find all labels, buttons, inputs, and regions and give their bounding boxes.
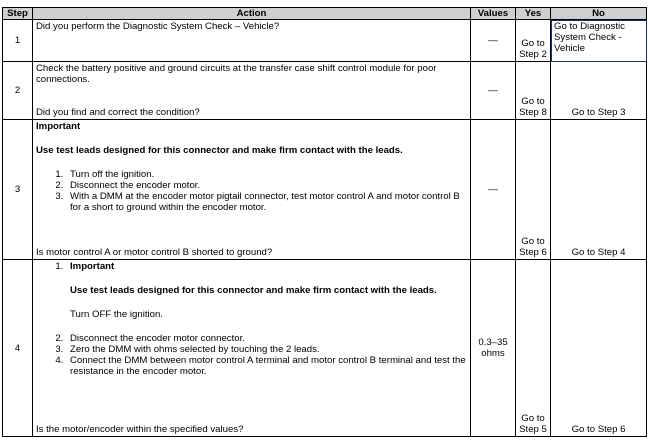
header-action: Action [33, 8, 471, 20]
yes-link[interactable]: Go to Step 6 [516, 120, 551, 260]
question-text: Did you find and correct the condition? [36, 107, 200, 118]
header-values: Values [471, 8, 516, 20]
header-yes: Yes [516, 8, 551, 20]
list-item: 3. Zero the DMM with ohms selected by touching the 2 leads. [66, 344, 467, 355]
table-row [3, 62, 647, 120]
action-text: Check the battery positive and ground circuits at the transfer case shift control module for poor connections. [36, 63, 437, 85]
yes-link[interactable]: Go to Step 8 [516, 62, 551, 120]
header-step: Step [3, 8, 33, 20]
instruction-list [36, 169, 467, 213]
header-row [3, 8, 647, 20]
instruction-list [36, 261, 467, 320]
important-text: Use test leads designed for this connector and make firm contact with the leads. [70, 285, 437, 296]
list-item: 2. Disconnect the encoder motor. [66, 180, 467, 191]
diagnostic-table [2, 7, 647, 437]
values-cell: 0.3–35 ohms [471, 260, 516, 437]
no-link[interactable]: Go to Step 4 [551, 120, 647, 260]
step-number: 2 [3, 62, 33, 120]
table-row [3, 120, 647, 260]
step-number: 1 [3, 20, 33, 62]
values-cell: — [471, 20, 516, 62]
list-item: 3. With a DMM at the encoder motor pigtail connector, test motor control A and motor control B for a short to ground within the encoder motor. [66, 191, 467, 213]
action-cell [33, 62, 471, 120]
important-label: Important [70, 261, 115, 272]
important-label: Important [36, 121, 81, 132]
no-link[interactable]: Go to Step 3 [551, 62, 647, 120]
values-cell: — [471, 62, 516, 120]
instruction-list [36, 333, 467, 377]
no-link[interactable]: Go to Diagnostic System Check - Vehicle [551, 20, 647, 62]
header-no: No [551, 8, 647, 20]
list-subtext: Turn OFF the ignition. [70, 309, 163, 320]
list-item [66, 261, 467, 320]
values-cell: — [471, 120, 516, 260]
table-row [3, 20, 647, 62]
step-number: 3 [3, 120, 33, 260]
action-cell [33, 260, 471, 437]
step-number: 4 [3, 260, 33, 437]
yes-link[interactable]: Go to Step 2 [516, 20, 551, 62]
question-text: Is motor control A or motor control B shorted to ground? [36, 247, 273, 258]
question-text: Is the motor/encoder within the specified values? [36, 424, 244, 435]
list-item: 1. Turn off the ignition. [66, 169, 467, 180]
table-row [3, 260, 647, 437]
action-text: Did you perform the Diagnostic System Check – Vehicle? [33, 20, 471, 62]
list-item: 4. Connect the DMM between motor control A terminal and motor control B terminal and test the resistance in the encoder motor. [66, 355, 467, 377]
action-cell [33, 120, 471, 260]
yes-link[interactable]: Go to Step 5 [516, 260, 551, 437]
important-text: Use test leads designed for this connector and make firm contact with the leads. [36, 145, 403, 156]
list-item: 2. Disconnect the encoder motor connector. [66, 333, 467, 344]
no-link[interactable]: Go to Step 6 [551, 260, 647, 437]
